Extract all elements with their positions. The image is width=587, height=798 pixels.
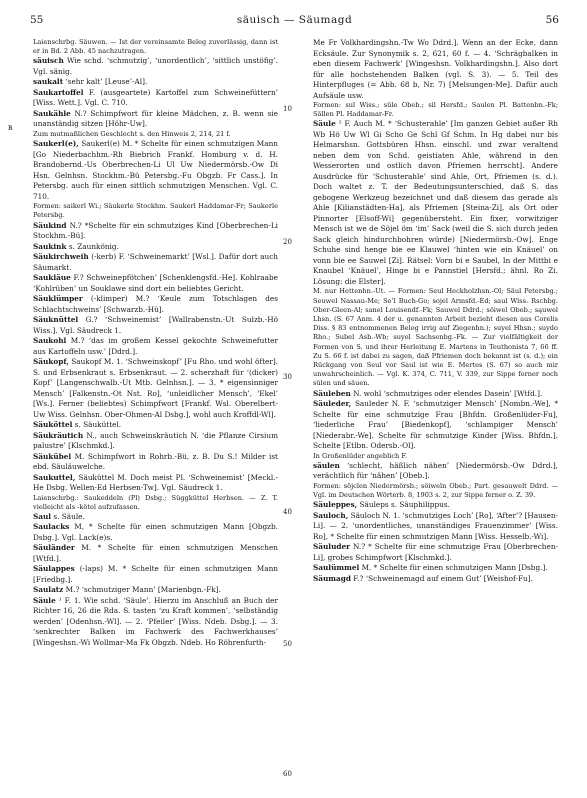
entry-text: ‘sehr kalt’ [Leuse’-Al]. — [63, 77, 148, 87]
entry-text: Me Fr Volkhardingshn.-Tw Wo Ddrd.]. Wenn an der Ecke, dann Ecksäule. Zur Synonymik s. 2, 621, 60 f. — 4. ‘Schrägbalken in eben diesem Fachwerk’ [Wingeshsn. Volkhardingshn.]. Also dort für alle hochstehenden Balken (vgl. S. 3). — 5. Teil des Hinterpfluges (= Abb. 68 b, Nr. 7) [Melsungen-Me]. Dafür auch Aufsäule usw. — [313, 38, 558, 100]
entry-headword: Säulappes — [33, 564, 75, 574]
entry-text: (-laps) M. * Schelte für einen schmutzigen Mann [Friedbg.]. — [33, 564, 278, 584]
entry-headword: Säule — [313, 119, 336, 129]
dictionary-entry — [33, 522, 278, 543]
entry-text: N.? *Schelte für ein schmutziges Kind [Oberbrechen-Li Stockhm.-Bü]. — [33, 220, 278, 241]
entry-headword: Säuleder, — [313, 399, 352, 409]
dictionary-entry — [313, 563, 558, 574]
entry-text: Zum mutmaßlichen Geschlecht s. den Hinweis 2, 214, 21 f. — [33, 129, 231, 138]
dictionary-entry — [33, 431, 278, 452]
entry-headword: Säuleben — [313, 388, 351, 398]
page-number-right: 56 — [545, 14, 559, 26]
entry-text: Formen: sul Wiss.; süle Obeb.; sil Hersfd.; Saulen Pl. Battenbn.-Fk; Sällen Pl. Haddamar-Fr. — [313, 101, 558, 119]
line-number: 20 — [283, 238, 292, 246]
entry-text: M. * Schelte für einen schmutzigen Mann [Dsbg.]. — [359, 563, 548, 573]
margin-mark: ʀ — [8, 123, 13, 132]
dictionary-entry — [33, 315, 278, 336]
entry-text: M. * Schelte für einen schmutzigen Menschen [Wtfd.]. — [33, 543, 278, 563]
dictionary-entry — [33, 56, 278, 77]
entry-headword: Saukerl(e), — [33, 139, 79, 149]
entry-headword: Säuleppes, — [313, 500, 358, 510]
entry-text: F.? Schweinepfötchen’ [Schenklengsfd.-He]. Kohlraabe ‘Kohlrüben’ un Souklawe sind dort ein beliebtes Gericht. — [33, 273, 278, 293]
entry-headword: Säuluder — [313, 542, 350, 552]
running-title: säuisch — Säumagd — [236, 14, 353, 26]
entry-text: ² F. Auch M. * ‘Schusterahle’ [Im ganzen Gebiet außer Rh Wb Hö Uw Wl Gi Scho Ge Schl Gf Schm. In Hg dabei nur bis Helmarshsn. Gottsbüren Hhsn. einschl. und zwar veraltend neben dem von Schd. geistiaten Ahle, während in den Wesserorten und ostlich davon Pfriemen herrscht]. Andere Ausdrücke für ‘Schusterahle’ sind Ahle, Ort, Pfriemen (s. d.). Doch waltet z. T. der Bedeutungsunterschied, daß S. das gebogene Werkzeug bezeichnet und daß diesem das gerade als Ahle [Kilianstädten-Ha], als Pfriemen [Steina-Zi], als Ort oder Pinnorter [Elsoff-Wi] gegenübersteht. Ein fixer, vorwitziger Mensch ist we de Söjel öm ‘im’ Sack (weil die S. sich durch jeden Sack gleich hindurchbohren würde) [Niedermörsb.-Ow]. Enge Schuhe sind henge bie ee Klauwel ‘hinten wie ein Knäuel’ on vonn bie ee Sauwel [Zi]. Rätsel: Vorn bi e Saubel, In der Mittbi e Knaubel ‘Knäuel’, Hinge bi e Pannstiel [Hersfd.; ähnl. Ro Zi. Lösung: die Elster]. — [313, 119, 558, 286]
line-number: 30 — [283, 373, 292, 381]
entry-text: Wie schd. ‘schmutzig’, ‘unordentlich’, ‘sittlich unstöfig’. Vgl. sänig. — [33, 56, 278, 76]
entry-text: Laienschrbg. Säuwen. — Ist der vereinsamte Beleg zuverlässig, dann ist er in Bd. 2 Abb. 45 nachzutragen. — [33, 38, 278, 56]
entry-headword: säuisch — [33, 56, 64, 66]
dictionary-entry — [313, 119, 558, 287]
entry-headword: säulen — [313, 460, 340, 470]
dictionary-entry — [33, 252, 278, 273]
entry-headword: Säuklümper — [33, 294, 83, 304]
dictionary-entry — [33, 512, 278, 523]
entry-headword: Saukartoffel — [33, 87, 84, 97]
dictionary-entry — [33, 242, 278, 253]
entry-headword: Säukopf, — [33, 357, 69, 367]
entry-headword: Saulacks — [33, 522, 70, 532]
entry-text: N.? * Schelte für eine schmutzige Frau [Oberbrechen-Li], grobes Schimpfwort [Klschmkd.]. — [313, 542, 558, 562]
entry-text: Sauleder N. F. ‘schmutziger Mensch’ [Nombn.-We], * Schelte für eine schmutzige Frau [Bhfdn. Großenlüder-Fu], ‘liederliche Frau’ [Biedenkopf], ‘schlampiger Mensch’ [Niederabr.-We]. Schelte für schmutzige Kinder [Wiss. Bhfdn.]. Schelte [Etlbn. Odersb.-Ol]. — [313, 399, 558, 451]
note-paragraph — [33, 494, 278, 512]
dictionary-entry — [313, 574, 558, 585]
entry-text: G.? ‘Schweinemist’ [Wallrabenstn.-Ut Sulzb.-Hö Wiss.]. Vgl. Säudreck 1. — [33, 315, 278, 335]
entry-headword: Saulatz — [33, 585, 64, 595]
dictionary-entry — [33, 88, 278, 109]
entry-text: Säuleps s. Säuphilippus. — [357, 500, 450, 510]
entry-headword: Saukuttel, — [33, 472, 76, 482]
entry-headword: Säuländer — [33, 543, 75, 553]
dictionary-entry — [313, 399, 558, 452]
entry-text: M. Schimpfwort in Rohrb.-Bü, z. B. Du S.! Milder ist ebd. Säuläuwelche. — [33, 451, 278, 472]
entry-text: M. nur Hettenhn.-Ut. — Formen: Seul Heckholzhsn.-Ol; Säul Petersbg.; Seuwel Nassau-Me; Se’l Buch-Go; sojel Armsfd.-Ed; saul Wiss. Rschbg. Ober-Gleen-Al; sanel Louisendf.-Fk; Sauwel Ddrd.; söiwel Obeb.; sąuwel Lhsn. (S. 67 Anm. 4 der u. genannten Arbeit bezieht diesen aus Corelis Diss. § 83 entnommenen Beleg irrig auf Ziegenhn.); suyel Hhsn.; suydo Rho.; Subel Asb.-Wb; suyel Sachsenbg.-Fk. — Zur vielfältigkeit der Formen von S. und ihrer Herleitung E. Martens in Teuthonista 7, 66 ff. Zu S. 66 f. ist dabei zu sagen, daß Pfriemen doch bekannt ist (s. d.); ein Rückgang von Seul vor Saul ist wie E. Mertes (S. 67) so auch mir unwahrscheinlich. — Vgl. K. 374, C. 711, V. 339, zur Sippe ferner noch sülen und säuen. — [313, 287, 558, 388]
entry-text: (-klimper) M.? ‘Keule zum Totschlagen des Schlachtschweins’ [Schwarzb.-Hü]. — [33, 294, 278, 314]
line-number: 60 — [283, 770, 292, 778]
note-paragraph — [33, 130, 278, 139]
dictionary-entry — [33, 585, 278, 596]
entry-headword: Sauloch, — [313, 510, 349, 520]
dictionary-entry — [33, 357, 278, 420]
entry-headword: Saul — [33, 511, 52, 521]
entry-text: In Großenlüder angeblich F. — [313, 451, 408, 460]
page-number-left: 55 — [30, 14, 44, 26]
dictionary-entry — [33, 139, 278, 202]
entry-text: (-kerb) F. ‘Schweinemarkt’ [Wsl.]. Dafür dort auch Säumarkt. — [33, 252, 278, 272]
entry-headword: Saulümmel — [313, 563, 360, 573]
right-column — [313, 38, 558, 584]
entry-text: s. Säule. — [51, 511, 85, 521]
entry-text: Formen: söjclen Niedermörsb.; söiweln Obeb.; Part. gesauwelt Ddrd. — Vgl. im Deutschen Wörterb. 8, 1903 s. 2, zur Sippe ferner o. Z. 39. — [313, 481, 558, 500]
dictionary-entry — [33, 77, 278, 88]
entry-headword: Säukräutich — [33, 430, 84, 440]
line-number: 50 — [283, 640, 292, 648]
dictionary-entry — [33, 336, 278, 357]
note-paragraph — [33, 38, 278, 56]
entry-text: Säuloch N. 1. ‘schmutziges Loch’ [Ro], ‘After’? [Hausen-Li]. — 2. ‘unordentliches, unanständiges Frauenzimmer’ [Wiss. Ro], * Schelte für einen schmutzigen Mann [Wiss. Hesselb.-Wi]. — [313, 510, 558, 541]
entry-text: F. (ausgeartete) Kartoffel zum Schweinefüttern’ [Wiss. Wett.]. Vgl. C. 710. — [33, 87, 278, 108]
dictionary-entry — [33, 564, 278, 585]
entry-text: s. Zaunkönig. — [66, 241, 119, 251]
note-paragraph — [313, 482, 558, 500]
dictionary-entry — [313, 389, 558, 400]
entry-headword: Säukind — [33, 220, 67, 230]
entry-text: F.? ‘Schweinemagd auf einem Gut’ [Weishof-Fu]. — [350, 573, 533, 583]
dictionary-entry — [313, 500, 558, 511]
entry-headword: Säukirchweih — [33, 252, 89, 262]
note-paragraph — [313, 452, 558, 461]
left-column — [33, 38, 278, 648]
dictionary-entry — [313, 511, 558, 543]
entry-text: Säuküttel M. Doch meist Pl. ‘Schweinemist’ [Meckl.-He Dsbg. Wellen-Ed Herbsen-Tw]. Vgl. Säudreck 1. — [33, 472, 278, 493]
dictionary-entry — [313, 542, 558, 563]
entry-text: Formen: saikerl Wi.; Säukerle Stockhm. Saukerl Haddamar-Fr; Saukerle Petersbg. — [33, 202, 278, 220]
dictionary-entry — [33, 221, 278, 242]
entry-text: Saukopf M. 1. ‘Schweinskopf’ [Fu Rho. und wohl öfter]. S. und Erbsenkraut s. Erbsenkraut. — 2. scherzhaft für ‘(dicker) Kopf’ [Langenschwalb.-Ut Mtb. Gelnhsn.]. — 3. * eigensinniger Mensch’ [Falkenstn.-Ot Nst. Ro], ‘unleidlicher Mensch’, ‘Ekel’ [Ws.]. Ferner (beliebtes) Schimpfwort [Frankf. Wsl. Oberelbert-Uw Wiss. Gelnhsn. Ober-Ohmen-Al Dsbg.], wohl auch Kroffdl-Wl]. — [33, 357, 278, 419]
entry-text: M, * Schelte für einen schmutzigen Mann [Obgzb. Dsbg.]. Vgl. Lack(e)s. — [33, 522, 278, 542]
entry-text: ¹ F. 1. Wie schd. ‘Säule’. Hierzu im Anschluß an Buch der Richter 16, 26 die Rda. S. tasten ‘zu Kraft kommen’, ‘selbständig werden’ [Odenhsn.-Wl]. — 2. ‘Pfeiler’ [Wiss. Ndeb. Dsbg.]. — 3. ‘senkrechter Balken im Fachwerk des Fachwerkhauses’ [Wingeshsn.-Wi Wollmar-Ma Fk Obgzb. Ndeb. Ho Röhrenfurth- — [33, 595, 278, 647]
entry-text: N., auch Schweinskräutich N. ‘die Pflanze Cirsium palustre’ [Klschmkd.]. — [33, 430, 278, 451]
note-paragraph — [313, 287, 558, 388]
dictionary-entry — [33, 596, 278, 649]
entry-headword: Säule — [33, 595, 56, 605]
entry-text: N. wohl ‘schmutziges oder elendes Dasein’ [Wtfd.]. — [350, 388, 543, 398]
entry-headword: Säuknüttel — [33, 315, 79, 325]
page-header — [30, 14, 559, 28]
dictionary-entry — [33, 294, 278, 315]
entry-headword: Säuköttel — [33, 420, 73, 430]
dictionary-entry — [33, 420, 278, 431]
entry-headword: Saukähle — [33, 108, 71, 118]
dictionary-entry — [33, 473, 278, 494]
line-numbers — [283, 38, 305, 778]
line-number: 10 — [283, 105, 292, 113]
entry-headword: saukalt — [33, 77, 64, 87]
entry-text: Laienschrbg.: Saukeddeln (Pl) Dsbg.; Süggküttel Herbsen. — Z. T. vielleicht als -kötel aufzufassen. — [33, 493, 278, 511]
dictionary-entry — [33, 543, 278, 564]
entry-text: s. Säuküttel. — [72, 420, 122, 430]
dictionary-entry — [313, 461, 558, 482]
entry-text: Saukerl(e) M. * Schelte für einen schmutzigen Mann [Go Niederbachhm.-Rh Biebrich Frankf. Homburg v. d. H. Brandobernd.-Us Oberbrechen-Li Ul Uw Niedermörsb.-Ow Di Hsn. Gelnhsn. Stockhm.-Bü Petersbg.-Fu Obgzb. Fr Cass.]. In Petersbg. auch für einen sittlich schmutzigen Menschen. Vgl. C. 710. — [33, 139, 278, 201]
note-paragraph — [313, 101, 558, 119]
entry-headword: Säukübel — [33, 451, 72, 461]
entry-headword: Saukink — [33, 241, 67, 251]
note-paragraph — [33, 202, 278, 220]
entry-headword: Saukohl — [33, 336, 67, 346]
entry-text: ‘schlecht, häßlich nähen’ [Niedermörsb.-Ow Ddrd.], verächtlich für ‘nähen’ [Obeb.]. — [313, 460, 558, 481]
entry-headword: Saukläue — [33, 273, 71, 283]
dictionary-entry — [313, 38, 558, 101]
entry-text: M.? ‘das im großem Kessel gekochte Schweinefutter aus Kartoffeln usw.’ [Ddrd.]. — [33, 336, 278, 356]
line-number: 40 — [283, 508, 292, 516]
entry-headword: Säumagd — [313, 573, 351, 583]
dictionary-entry — [33, 109, 278, 130]
dictionary-entry — [33, 452, 278, 473]
dictionary-entry — [33, 273, 278, 294]
entry-text: M.? ‘schmutziger Mann’ [Marienbgn.-Fk]. — [63, 585, 221, 595]
entry-text: N.? Schimpfwort für kleine Mädchen, z. B. wenn sie unanständig sitzen [Höhr-Uw]. — [33, 108, 278, 129]
